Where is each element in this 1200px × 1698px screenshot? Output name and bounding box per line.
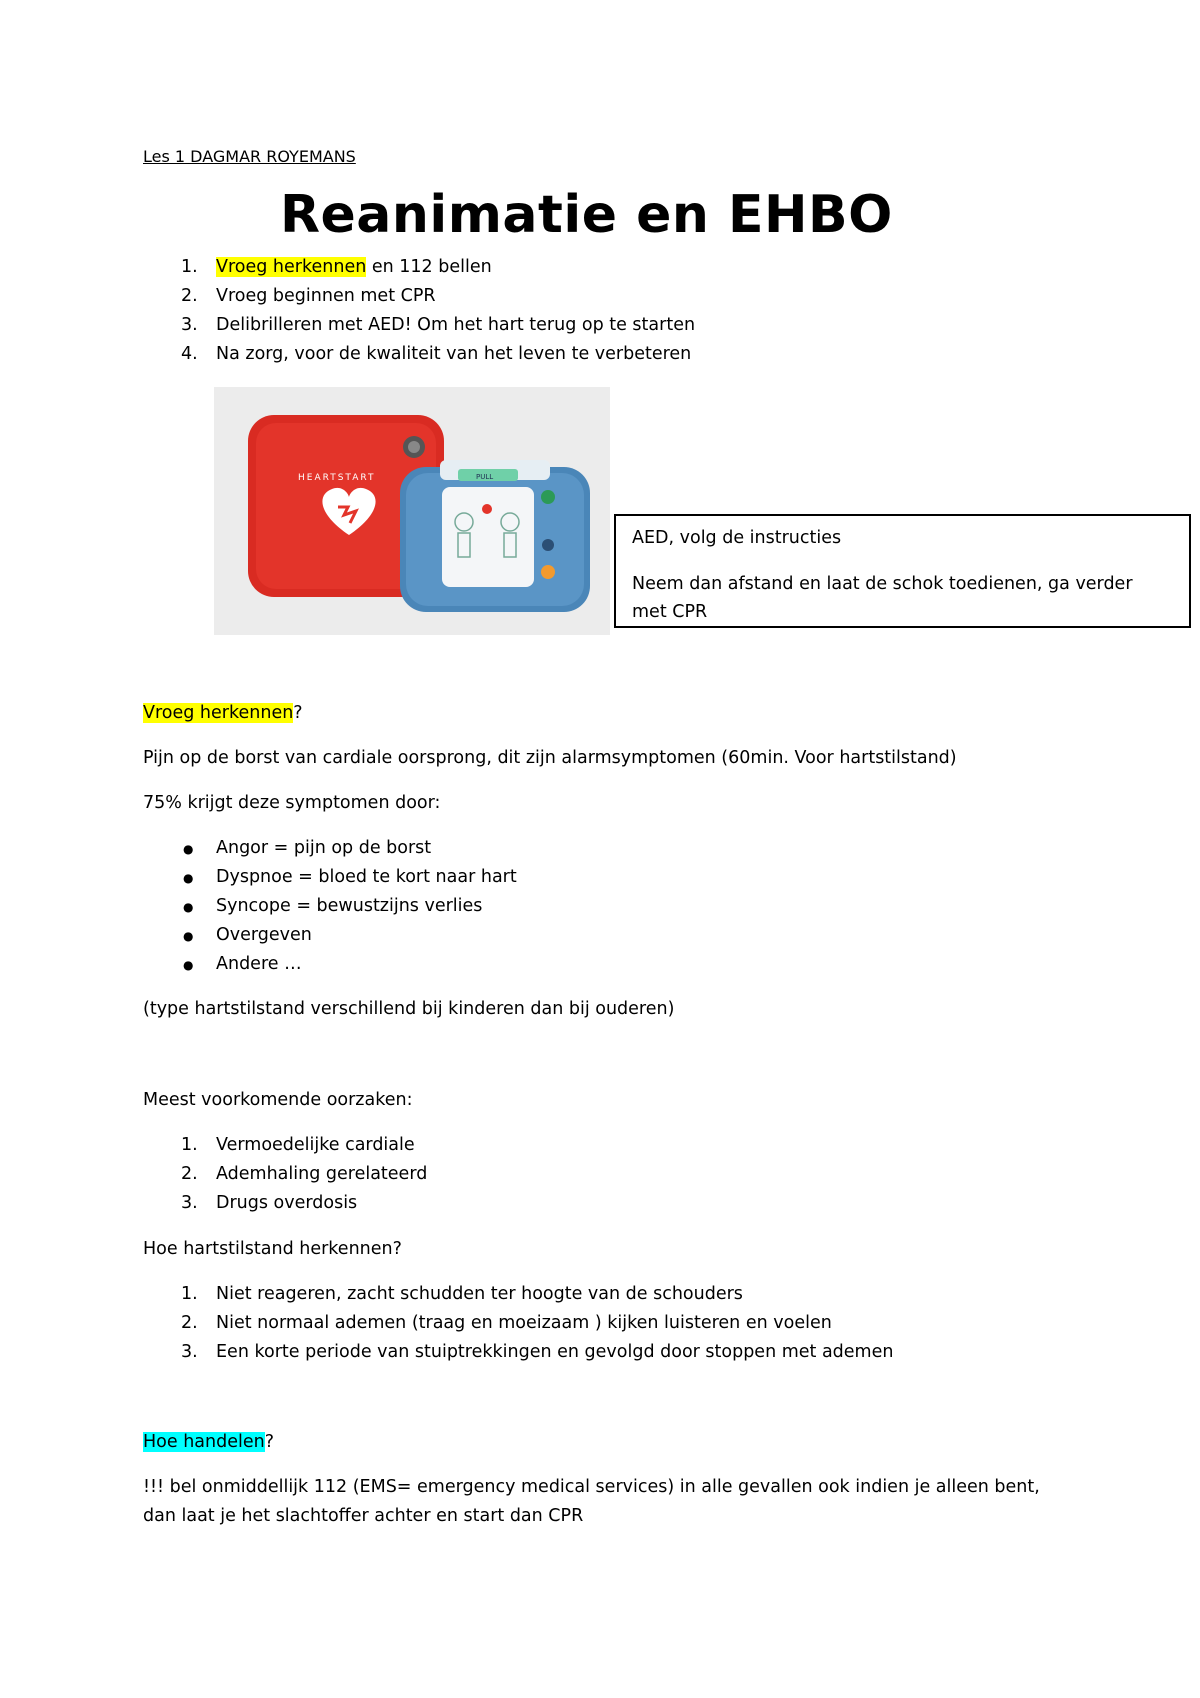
bullet-icon: ● [183, 958, 194, 972]
paragraph-act-line1: !!! bel onmiddellijk 112 (EMS= emergency medical services) in alle gevallen ook indien je alleen bent, [143, 1477, 1040, 1497]
section-heading-recognize: Hoe hartstilstand herkennen? [143, 1239, 402, 1259]
bullet-icon: ● [183, 842, 194, 856]
list-number: 3. [181, 315, 198, 335]
list-item [0, 954, 1200, 976]
paragraph-note: (type hartstilstand verschillend bij kinderen dan bij ouderen) [143, 999, 675, 1019]
list-text: Niet reageren, zacht schudden ter hoogte van de schouders [216, 1284, 743, 1304]
list-text: Een korte periode van stuiptrekkingen en gevolgd door stoppen met ademen [216, 1342, 894, 1362]
section-heading-how-to-act [143, 1432, 274, 1453]
highlighted-text: Vroeg herkennen [216, 257, 367, 277]
list-text: Niet normaal ademen (traag en moeizaam ) kijken luisteren en voelen [216, 1313, 832, 1333]
heading-suffix: ? [264, 1432, 274, 1452]
list-item [0, 344, 1200, 366]
list-number: 3. [181, 1342, 198, 1362]
list-item [0, 1135, 1200, 1157]
list-number: 1. [181, 257, 198, 277]
bullet-icon: ● [183, 871, 194, 885]
list-text: Vroeg beginnen met CPR [216, 286, 436, 306]
list-item [0, 257, 1200, 279]
list-text: Drugs overdosis [216, 1193, 358, 1213]
highlighted-text: Vroeg herkennen [143, 703, 294, 723]
list-item [0, 1342, 1200, 1364]
list-text: Delibrilleren met AED! Om het hart terug op te starten [216, 315, 696, 335]
list-item [0, 315, 1200, 337]
list-number: 2. [181, 286, 198, 306]
svg-text:HEARTSTART: HEARTSTART [298, 473, 376, 483]
list-text: Ademhaling gerelateerd [216, 1164, 428, 1184]
list-number: 1. [181, 1135, 198, 1155]
list-number: 2. [181, 1164, 198, 1184]
list-text: Overgeven [216, 925, 312, 945]
bullet-icon: ● [183, 929, 194, 943]
highlighted-text: Hoe handelen [143, 1432, 265, 1452]
list-number: 4. [181, 344, 198, 364]
list-item [0, 286, 1200, 308]
list-text: Dyspnoe = bloed te kort naar hart [216, 867, 517, 887]
list-number: 2. [181, 1313, 198, 1333]
list-text: Vermoedelijke cardiale [216, 1135, 415, 1155]
aed-device-illustration [214, 387, 610, 635]
list-item [0, 1193, 1200, 1215]
list-number: 1. [181, 1284, 198, 1304]
list-item [0, 1313, 1200, 1335]
paragraph-alarm-symptoms: Pijn op de borst van cardiale oorsprong, dit zijn alarmsymptomen (60min. Voor hartstilstand) [143, 748, 957, 768]
aed-photo [214, 387, 610, 635]
list-item [0, 925, 1200, 947]
list-item [0, 1284, 1200, 1306]
list-item [0, 1164, 1200, 1186]
document-header: Les 1 DAGMAR ROYEMANS [143, 147, 356, 166]
list-item [0, 896, 1200, 918]
paragraph-symptoms-intro: 75% krijgt deze symptomen door: [143, 793, 441, 813]
document-title: Reanimatie en EHBO [280, 185, 893, 245]
list-text: en 112 bellen [366, 257, 492, 277]
list-text: Andere … [216, 954, 302, 974]
section-heading-causes: Meest voorkomende oorzaken: [143, 1090, 413, 1110]
section-heading-recognize-early [143, 703, 303, 724]
svg-text:PULL: PULL [476, 473, 494, 481]
paragraph-act-line2: dan laat je het slachtoffer achter en start dan CPR [143, 1506, 584, 1526]
aed-instruction-box [614, 514, 1191, 628]
list-text: Syncope = bewustzijns verlies [216, 896, 483, 916]
aed-box-line2: Neem dan afstand en laat de schok toedienen, ga verder [632, 574, 1133, 594]
aed-box-line3: met CPR [632, 602, 708, 622]
list-item [0, 838, 1200, 860]
heading-suffix: ? [293, 703, 303, 723]
list-item [0, 867, 1200, 889]
list-number: 3. [181, 1193, 198, 1213]
list-text: Na zorg, voor de kwaliteit van het leven te verbeteren [216, 344, 692, 364]
bullet-icon: ● [183, 900, 194, 914]
aed-box-line1: AED, volg de instructies [632, 528, 842, 548]
list-text: Angor = pijn op de borst [216, 838, 432, 858]
